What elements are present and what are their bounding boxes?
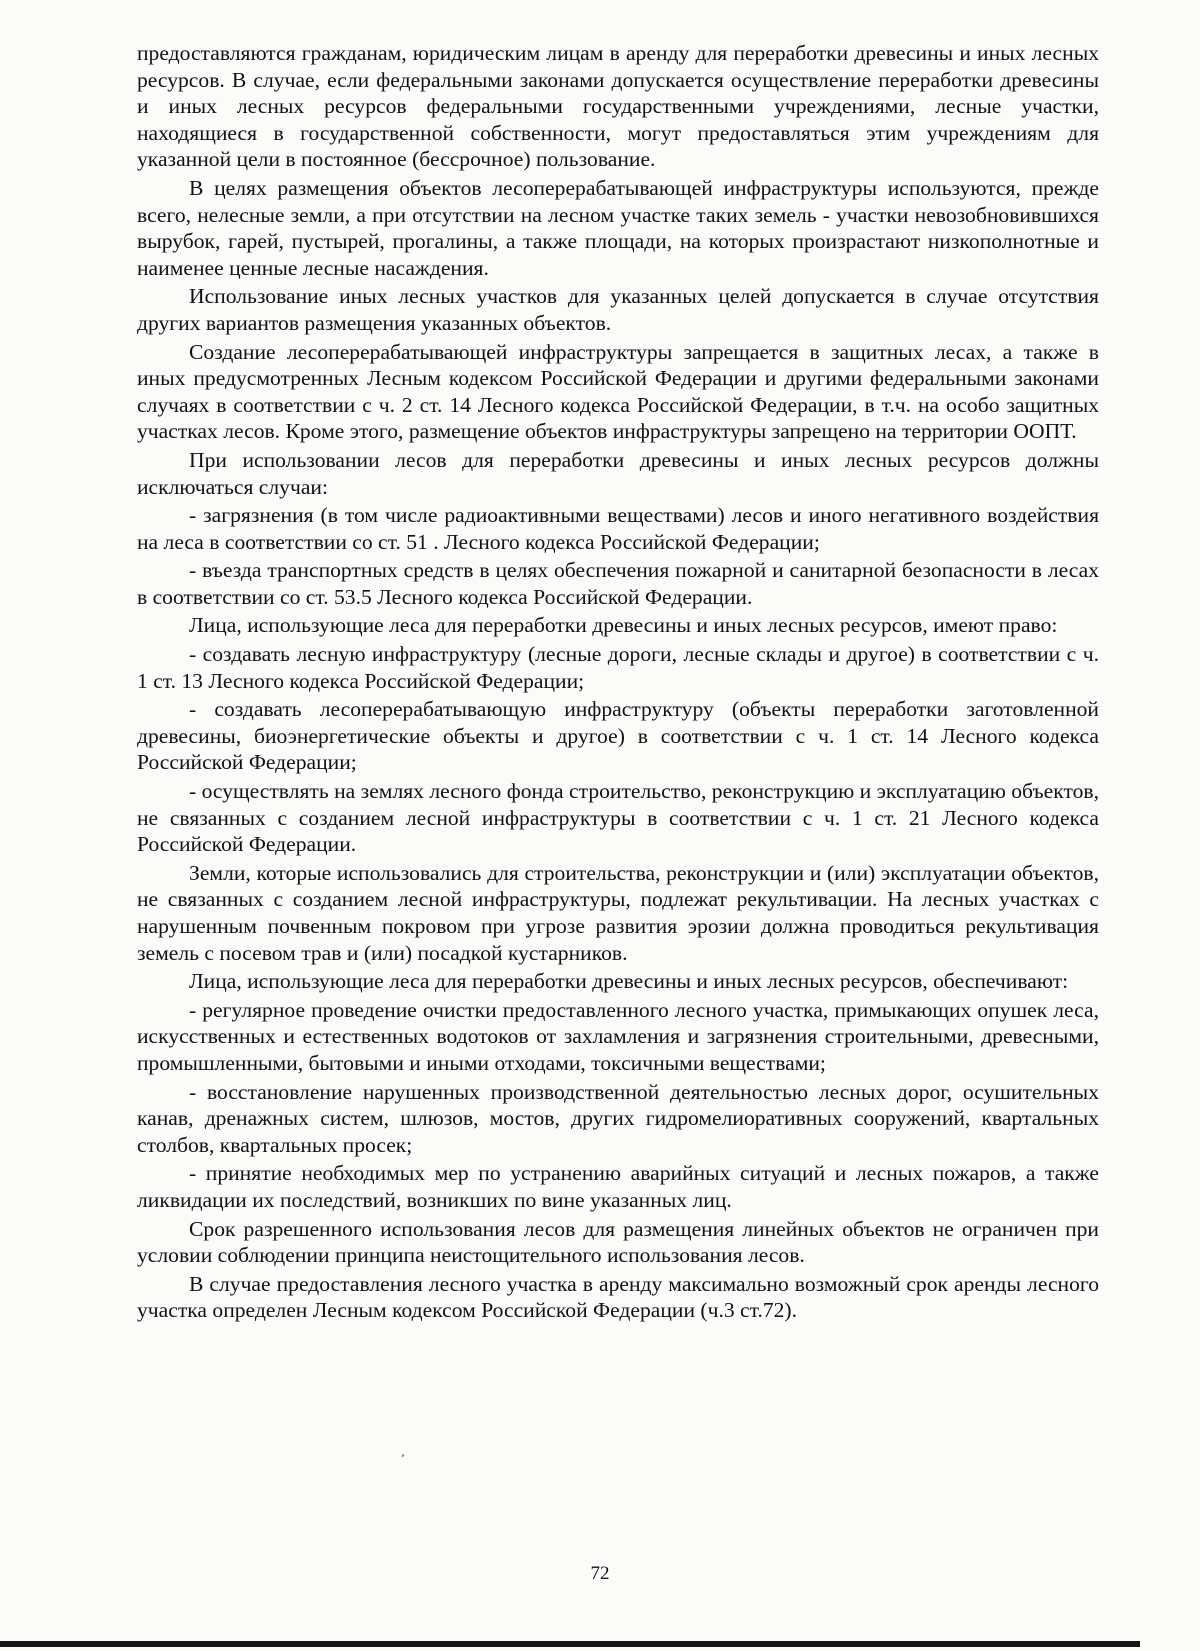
list-item: - создавать лесоперерабатывающую инфраструктуру (объекты переработки заготовленной древесины, биоэнергетические объекты и другое) в соответствии с ч. 1 ст. 14 Лесного кодекса Российской Федерации;	[137, 697, 1099, 775]
list-item: - восстановление нарушенных производственной деятельностью лесных дорог, осушительных канав, дренажных систем, шлюзов, мостов, других гидромелиоративных сооружений, квартальных столбов, квартальных просек;	[137, 1079, 1099, 1157]
paragraph: Создание лесоперерабатывающей инфраструктуры запрещается в защитных лесах, а также в иных предусмотренных Лесным кодексом Российской Федерации и другими федеральными законами случаях в соответствии с ч. 2 ст. 14 Лесного кодекса Российской Федерации, в т.ч. на особо защитных участках лесов. Кроме этого, размещение объектов инфраструктуры запрещено на территории ООПТ.	[137, 339, 1099, 444]
list-item: - регулярное проведение очистки предоставленного лесного участка, примыкающих опушек леса, искусственных и естественных водотоков от захламления и загрязнения строительными, древесными, промышленными, бытовыми и иными отходами, токсичными веществами;	[137, 997, 1099, 1075]
paragraph-continuation: предоставляются гражданам, юридическим лицам в аренду для переработки древесины и иных лесных ресурсов. В случае, если федеральными законами допускается осуществление переработки древесины и иных лесных ресурсов федеральными государственными учреждениями, лесные участки, находящиеся в государственной собственности, могут предоставляться этим учреждениям для указанной цели в постоянное (бессрочное) пользование.	[137, 41, 1099, 172]
body-text	[137, 40, 1099, 1326]
paragraph: Лица, использующие леса для переработки древесины и иных лесных ресурсов, имеют право:	[189, 613, 1058, 638]
list-item: - создавать лесную инфраструктуру (лесные дороги, лесные склады и другое) в соответствии с ч. 1 ст. 13 Лесного кодекса Российской Федерации;	[137, 642, 1099, 693]
paragraph: В целях размещения объектов лесоперерабатывающей инфраструктуры используются, прежде всего, нелесные земли, а при отсутствии на лесном участке таких земель - участки невозобновившихся вырубок, гарей, пустырей, прогалины, а также площади, на которых произрастают низкополнотные и наименее ценные лесные насаждения.	[137, 175, 1099, 280]
paragraph: Земли, которые использовались для строительства, реконструкции и (или) эксплуатации объектов, не связанных с созданием лесной инфраструктуры, подлежат рекультивации. На лесных участках с нарушенным почвенным покровом при угрозе развития эрозии должна проводиться рекультивация земель с посевом трав и (или) посадкой кустарников.	[137, 860, 1099, 965]
list-item: - загрязнения (в том числе радиоактивными веществами) лесов и иного негативного воздействия на леса в соответствии со ст. 51 . Лесного кодекса Российской Федерации;	[137, 503, 1099, 554]
list-item: - осуществлять на землях лесного фонда строительство, реконструкцию и эксплуатацию объектов, не связанных с созданием лесной инфраструктуры в соответствии с ч. 1 ст. 21 Лесного кодекса Российской Федерации.	[137, 779, 1099, 857]
paragraph: Срок разрешенного использования лесов для размещения линейных объектов не ограничен при условии соблюдении принципа неистощительного использования лесов.	[137, 1216, 1099, 1268]
list-item: - принятие необходимых мер по устранению аварийных ситуаций и лесных пожаров, а также ликвидации их последствий, возникших по вине указанных лиц.	[137, 1161, 1099, 1212]
paragraph: В случае предоставления лесного участка в аренду максимально возможный срок аренды лесного участка определен Лесным кодексом Российской Федерации (ч.3 ст.72).	[137, 1271, 1099, 1323]
scan-speck	[401, 1454, 404, 1458]
paragraph: Лица, использующие леса для переработки древесины и иных лесных ресурсов, обеспечивают:	[189, 969, 1069, 994]
paragraph: При использовании лесов для переработки древесины и иных лесных ресурсов должны исключаться случаи:	[137, 447, 1099, 499]
scan-edge-line	[0, 1641, 1140, 1647]
page-number: 72	[590, 1563, 610, 1584]
paragraph: Использование иных лесных участков для указанных целей допускается в случае отсутствия других вариантов размещения указанных объектов.	[137, 284, 1099, 335]
list-item: - въезда транспортных средств в целях обеспечения пожарной и санитарной безопасности в лесах в соответствии со ст. 53.5 Лесного кодекса Российской Федерации.	[137, 558, 1099, 609]
